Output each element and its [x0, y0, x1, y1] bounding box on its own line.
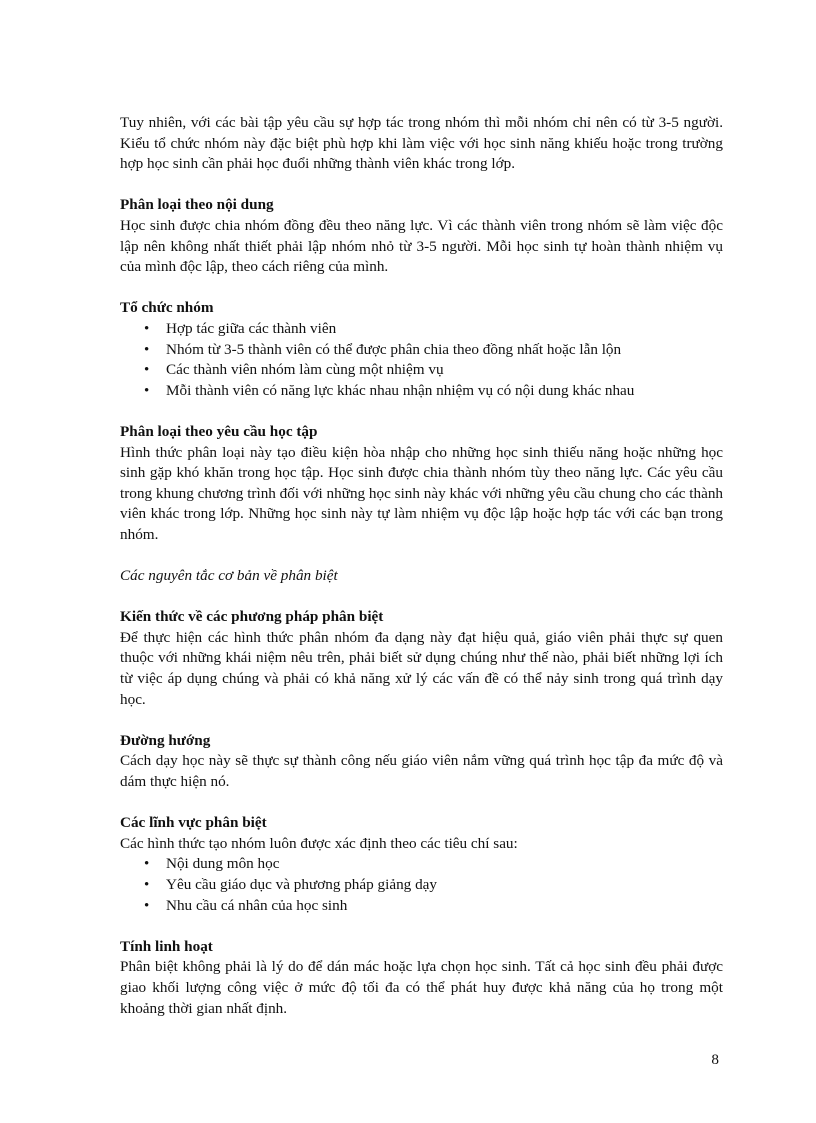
section-heading: Tổ chức nhóm: [120, 299, 214, 317]
section-body: Để thực hiện các hình thức phân nhóm đa dạng này đạt hiệu quả, giáo viên phải thực sự quen thuộc với những khái niệm nêu trên, phải biết sử dụng chúng như thế nào, phải biết những lợi ích từ việc áp dụng chúng và phải có khả năng xử lý các vấn đề có thể nảy sinh trong quá trình dạy học.: [120, 628, 723, 708]
list-item: • Hợp tác giữa các thành viên: [120, 319, 723, 340]
document-page: [120, 113, 723, 1019]
bullet-list: [120, 854, 723, 916]
list-item: • Các thành viên nhóm làm cùng một nhiệm vụ: [120, 360, 723, 381]
italic-subtitle: Các nguyên tắc cơ bản về phân biệt: [120, 567, 338, 585]
intro-paragraph: Tuy nhiên, với các bài tập yêu cầu sự hợp tác trong nhóm thì mỗi nhóm chỉ nên có từ 3-5 người. Kiểu tổ chức nhóm này đặc biệt phù hợp khi làm việc với học sinh năng khiếu hoặc trong trường hợp học sinh cần phải học đuổi những thành viên khác trong lớp.: [120, 114, 723, 173]
section-direction: [120, 731, 723, 793]
list-item: • Mỗi thành viên có năng lực khác nhau nhận nhiệm vụ có nội dung khác nhau: [120, 381, 723, 402]
bullet-list: [120, 319, 723, 401]
section-heading: Các lĩnh vực phân biệt: [120, 814, 267, 832]
section-learning-requirements: [120, 422, 723, 546]
list-item: • Yêu cầu giáo dục và phương pháp giảng dạy: [120, 875, 723, 896]
section-flexibility: [120, 937, 723, 1019]
section-body: Cách dạy học này sẽ thực sự thành công nếu giáo viên nắm vững quá trình học tập đa mức độ và dám thực hiện nó.: [120, 752, 723, 790]
list-item: • Nhu cầu cá nhân của học sinh: [120, 896, 723, 917]
section-heading: Đường hướng: [120, 731, 211, 749]
section-areas: [120, 813, 723, 916]
section-body: Học sinh được chia nhóm đồng đều theo năng lực. Vì các thành viên trong nhóm sẽ làm việc độc lập nên không nhất thiết phải lập nhóm nhỏ từ 3-5 người. Mỗi học sinh tự hoàn thành nhiệm vụ của mình độc lập, theo cách riêng của mình.: [120, 216, 723, 276]
page-number: 8: [711, 1051, 719, 1068]
section-heading: Kiến thức về các phương pháp phân biệt: [120, 608, 384, 626]
section-principles-title: [120, 566, 723, 587]
section-heading: Phân loại theo yêu cầu học tập: [120, 422, 318, 440]
list-item: • Nhóm từ 3-5 thành viên có thể được phân chia theo đồng nhất hoặc lẫn lộn: [120, 340, 723, 361]
list-item: • Nội dung môn học: [120, 854, 723, 875]
section-body: Các hình thức tạo nhóm luôn được xác định theo các tiêu chí sau:: [120, 834, 518, 852]
section-heading: Tính linh hoạt: [120, 937, 213, 955]
section-body: Phân biệt không phải là lý do để dán mác hoặc lựa chọn học sinh. Tất cả học sinh đều phải được giao khối lượng công việc ở mức độ tối đa có thể phát huy được khả năng của họ trong một khoảng thời gian nhất định.: [120, 958, 723, 1017]
section-knowledge: [120, 607, 723, 710]
section-content-classification: [120, 195, 723, 277]
section-body: Hình thức phân loại này tạo điều kiện hòa nhập cho những học sinh thiếu năng hoặc những học sinh gặp khó khăn trong học tập. Học sinh được chia thành nhóm tùy theo năng lực. Các yêu cầu trong khung chương trình đối với những học sinh này khác với những yêu cầu chung cho các thành viên khác trong lớp. Những học sinh này tự làm nhiệm vụ độc lập hoặc hợp tác với các bạn trong nhóm.: [120, 443, 724, 543]
section-group-organization: [120, 298, 723, 401]
section-heading: Phân loại theo nội dung: [120, 196, 274, 214]
